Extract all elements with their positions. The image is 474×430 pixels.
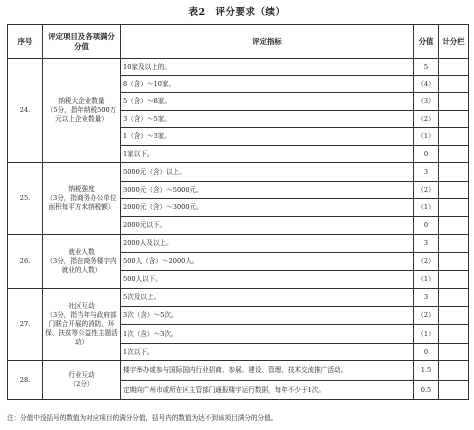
score-cell: （2） xyxy=(414,307,439,325)
score-cell: 3 xyxy=(414,289,439,307)
evaluation-item xyxy=(43,361,121,400)
header-row xyxy=(8,25,469,59)
criteria-cell: 1家以下。 xyxy=(121,146,414,163)
header-seq: 序号 xyxy=(8,25,43,59)
item-name: 行业互动 xyxy=(68,371,95,380)
header-grade: 计分栏 xyxy=(439,25,469,59)
table-title: 表2 评分要求（续） xyxy=(188,7,286,18)
row-number: 24. xyxy=(8,59,43,163)
item-name: 纳税强度 xyxy=(68,185,95,194)
score-cell: 3 xyxy=(414,163,439,182)
criteria-cell: 5（含）～8家。 xyxy=(121,93,414,111)
item-description: （2分） xyxy=(69,380,94,388)
grade-cell xyxy=(439,163,469,182)
criteria-cell: 3次（含）～5次。 xyxy=(121,307,414,325)
criteria-cell: 3000元（含）～5000元。 xyxy=(121,182,414,199)
row-number: 25. xyxy=(8,163,43,235)
table-body xyxy=(8,59,469,400)
grade-cell xyxy=(439,217,469,235)
score-cell: 0 xyxy=(414,146,439,163)
criteria-cell: 定期向广州市或所在区主管部门通报楼宇运行数据，每年不少于1次。 xyxy=(121,381,414,400)
criteria-cell: 1（含）～3家。 xyxy=(121,128,414,146)
table-note: 注：分值中没括号的数值为对应项目的满分分值，括号内的数值为达不到该项目满分的分值。 xyxy=(7,414,278,422)
score-cell: 0.5 xyxy=(414,381,439,400)
score-cell: （2） xyxy=(414,253,439,271)
row-number: 28. xyxy=(8,361,43,400)
evaluation-item xyxy=(43,235,121,289)
grade-cell xyxy=(439,59,469,76)
evaluation-item xyxy=(43,59,121,163)
header-criteria: 评定指标 xyxy=(121,25,414,59)
header-score: 分值 xyxy=(414,25,439,59)
score-cell: （1） xyxy=(414,128,439,146)
evaluation-item xyxy=(43,289,121,361)
score-cell: （3） xyxy=(414,93,439,111)
grade-cell xyxy=(439,307,469,325)
item-name: 就业人数 xyxy=(68,248,95,257)
criteria-cell: 2000人及以上。 xyxy=(121,235,414,253)
grade-cell xyxy=(439,235,469,253)
grade-cell xyxy=(439,128,469,146)
score-cell: （1） xyxy=(414,271,439,289)
row-number: 27. xyxy=(8,289,43,361)
scoring-table xyxy=(7,24,469,400)
grade-cell xyxy=(439,76,469,93)
table-row xyxy=(8,59,469,76)
grade-cell xyxy=(439,344,469,361)
criteria-cell: 1次以下。 xyxy=(121,344,414,361)
grade-cell xyxy=(439,361,469,381)
criteria-cell: 500人（含）～2000人。 xyxy=(121,253,414,271)
score-cell: （1） xyxy=(414,199,439,217)
score-cell: （2） xyxy=(414,182,439,199)
criteria-cell: 10家及以上的。 xyxy=(121,59,414,76)
score-cell: 5 xyxy=(414,59,439,76)
grade-cell xyxy=(439,325,469,344)
grade-cell xyxy=(439,146,469,163)
table-row xyxy=(8,361,469,381)
score-cell: 1.5 xyxy=(414,361,439,381)
item-description: （3分，指在商务楼宇内就业的人数） xyxy=(46,257,117,274)
header-item: 评定项目及各项满分分值 xyxy=(43,25,121,59)
item-description: （3分，指当年与政府部门联合开展的消防、环保、扶贫等公益性主题活动） xyxy=(45,311,118,346)
criteria-cell: 楼宇举办或参与国际国内行业招商、参展、建设、管理、技术交流推广活动。 xyxy=(121,361,414,381)
evaluation-item xyxy=(43,163,121,235)
grade-cell xyxy=(439,271,469,289)
score-cell: 0 xyxy=(414,217,439,235)
item-name: 纳税大企业数量 xyxy=(58,97,105,106)
grade-cell xyxy=(439,199,469,217)
criteria-cell: 5次及以上。 xyxy=(121,289,414,307)
criteria-cell: 2000元以下。 xyxy=(121,217,414,235)
grade-cell xyxy=(439,381,469,400)
item-name: 社区互动 xyxy=(68,302,95,311)
grade-cell xyxy=(439,111,469,128)
criteria-cell: 3（含）～5家。 xyxy=(121,111,414,128)
grade-cell xyxy=(439,182,469,199)
criteria-cell: 2000元（含）～3000元。 xyxy=(121,199,414,217)
item-description: （5分，指年纳税500万元以上企业数量） xyxy=(46,106,117,123)
score-cell: （1） xyxy=(414,325,439,344)
score-cell: 3 xyxy=(414,235,439,253)
table-row xyxy=(8,235,469,253)
criteria-cell: 1次（含）～3次。 xyxy=(121,325,414,344)
score-cell: （2） xyxy=(414,111,439,128)
score-cell: （4） xyxy=(414,76,439,93)
item-description: （3分，指商务办公单位面积每平方米纳税额） xyxy=(46,194,117,211)
grade-cell xyxy=(439,253,469,271)
criteria-cell: 500人以下。 xyxy=(121,271,414,289)
row-number: 26. xyxy=(8,235,43,289)
table-row xyxy=(8,289,469,307)
criteria-cell: 5000元（含）以上。 xyxy=(121,163,414,182)
grade-cell xyxy=(439,289,469,307)
grade-cell xyxy=(439,93,469,111)
score-cell: 0 xyxy=(414,344,439,361)
criteria-cell: 8（含）～10家。 xyxy=(121,76,414,93)
table-row xyxy=(8,163,469,182)
